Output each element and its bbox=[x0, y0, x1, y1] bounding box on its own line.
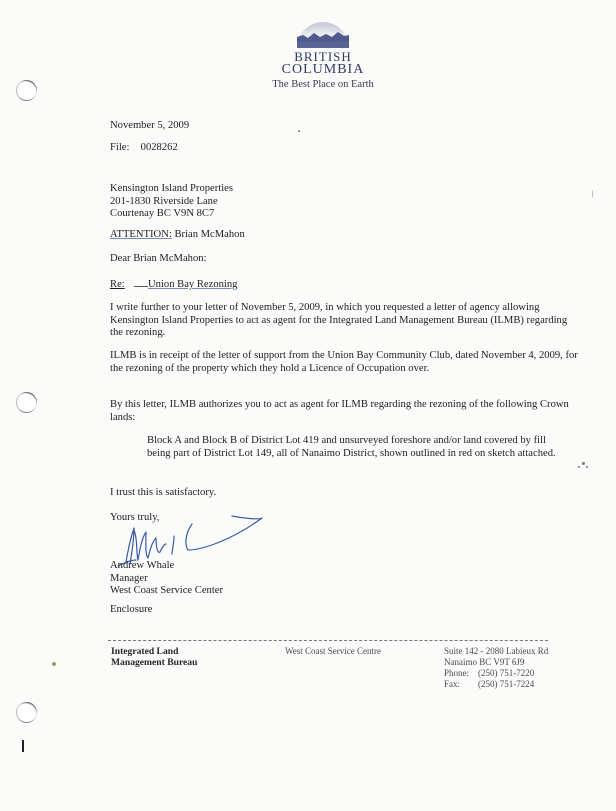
attention-line bbox=[110, 229, 245, 242]
scan-speck bbox=[578, 466, 580, 468]
enclosure-note: Enclosure bbox=[110, 604, 153, 615]
body-paragraph-1: I write further to your letter of November 5, 2009, in which you requested a letter of agency allowing Kensington Island Properties to act as agent for the Integrated Land Management Bureau (ILMB) regarding the rezoning. bbox=[110, 302, 568, 339]
signatory-office: West Coast Service Center bbox=[110, 585, 223, 597]
footer-organization bbox=[111, 646, 197, 668]
valediction: Yours truly, bbox=[110, 512, 160, 523]
hole-punch-bottom bbox=[16, 702, 37, 723]
footer-org-line1: Integrated Land bbox=[111, 646, 179, 657]
body-paragraph-2: ILMB is in receipt of the letter of support from the Union Bay Community Club, dated November 4, 2009, for the rezoning of the property which they hold a Licence of Occupation over. bbox=[110, 350, 578, 374]
phone-number: (250) 751-7220 bbox=[478, 668, 535, 678]
logo-wordmark bbox=[268, 50, 378, 76]
hole-punch-top bbox=[16, 80, 37, 101]
phone-label: Phone: bbox=[444, 668, 470, 678]
footer-org-line2: Management Bureau bbox=[111, 657, 198, 668]
footer-fax bbox=[444, 679, 548, 690]
recipient-company: Kensington Island Properties bbox=[110, 183, 233, 194]
file-label: File: bbox=[110, 142, 130, 153]
scan-speck bbox=[582, 462, 585, 465]
letterhead-logo bbox=[268, 18, 378, 90]
footer-office: West Coast Service Centre bbox=[285, 646, 381, 656]
footer-address-line1: Suite 142 - 2080 Labieux Rd bbox=[444, 646, 549, 656]
file-reference bbox=[110, 142, 178, 155]
subject-line bbox=[110, 277, 237, 292]
fax-label: Fax: bbox=[444, 679, 461, 689]
signatory-title: Manager bbox=[110, 572, 148, 584]
crown-lands-description: Block A and Block B of District Lot 419 and unsurveyed foreshore and/or land covered by fill being part of District Lot 149, all of Nanaimo District, shown outlined in red on sketch attached. bbox=[147, 435, 556, 459]
bc-sun-mountains-logo-icon bbox=[295, 18, 351, 48]
scan-mark bbox=[22, 740, 24, 752]
logo-tagline: The Best Place on Earth bbox=[272, 79, 374, 90]
footer-contact bbox=[444, 646, 548, 690]
scan-speck bbox=[586, 466, 588, 468]
recipient-street: 201-1830 Riverside Lane bbox=[110, 195, 218, 207]
salutation: Dear Brian McMahon: bbox=[110, 253, 207, 264]
hole-punch-middle bbox=[16, 392, 37, 413]
logo-name-line2: COLUMBIA bbox=[281, 62, 365, 77]
subject-label: Re: bbox=[110, 279, 125, 290]
recipient-address bbox=[110, 183, 233, 221]
subject-text: Union Bay Rezoning bbox=[148, 279, 238, 290]
subject-underline-gap bbox=[134, 277, 148, 287]
footer-address-line2: Nanaimo BC V9T 6J9 bbox=[444, 657, 525, 667]
signatory-name: Andrew Whale bbox=[110, 560, 175, 571]
scan-speck bbox=[298, 130, 300, 132]
logo-name-line1: BRITISH bbox=[294, 49, 352, 64]
fax-number: (250) 751-7224 bbox=[478, 679, 535, 689]
attention-label: ATTENTION: bbox=[110, 229, 172, 240]
scan-speck bbox=[592, 190, 593, 198]
scan-speck bbox=[52, 662, 56, 666]
file-number: 0028262 bbox=[140, 142, 178, 153]
footer-divider bbox=[108, 640, 548, 641]
body-paragraph-3: By this letter, ILMB authorizes you to act as agent for ILMB regarding the rezoning of the following Crown lands: bbox=[110, 399, 569, 423]
recipient-city: Courtenay BC V9N 8C7 bbox=[110, 208, 215, 220]
attention-name: Brian McMahon bbox=[174, 229, 245, 240]
signatory-block bbox=[110, 560, 223, 598]
footer-phone bbox=[444, 668, 548, 679]
letter-date: November 5, 2009 bbox=[110, 120, 190, 131]
closing-line: I trust this is satisfactory. bbox=[110, 487, 217, 498]
